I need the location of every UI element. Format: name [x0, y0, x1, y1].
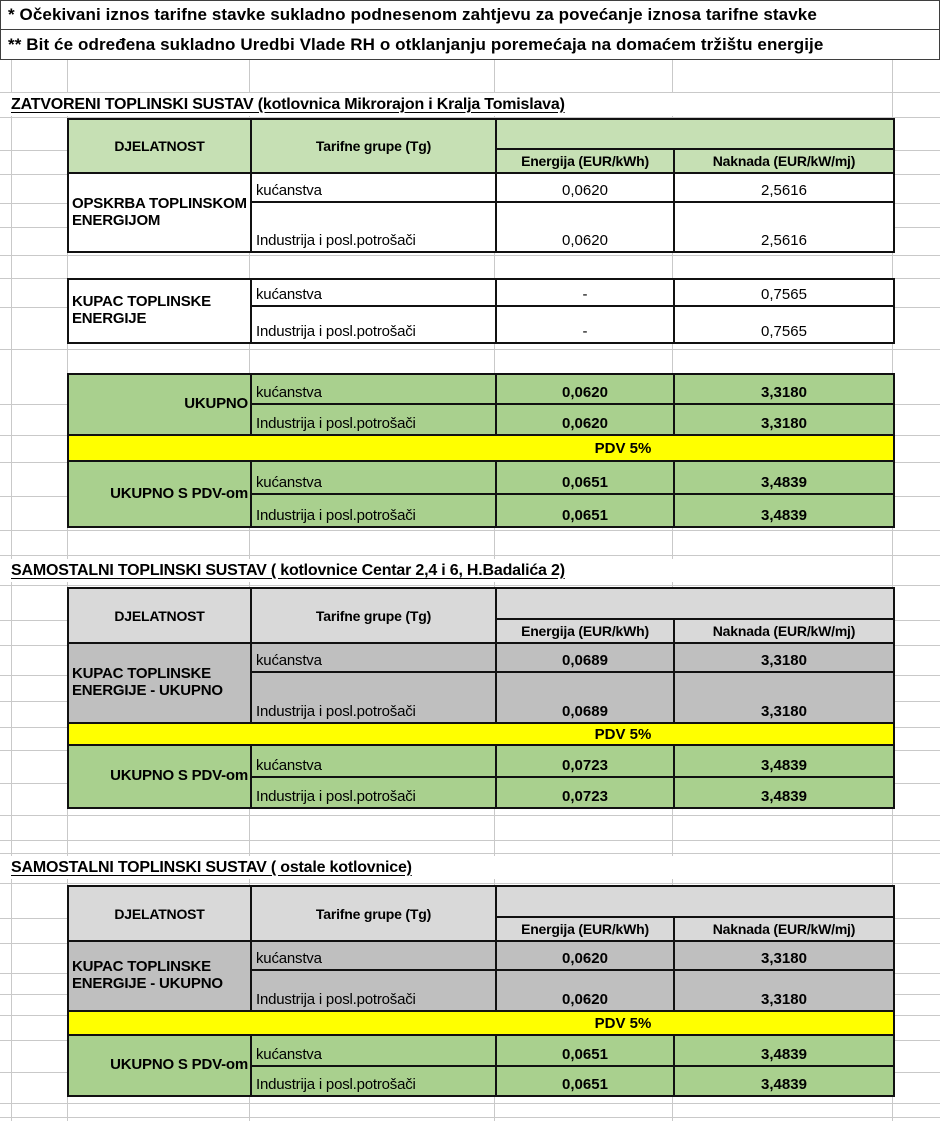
- value-cell-naknada: 3,4839: [674, 461, 894, 494]
- activity-cell-kupac-ukupno: KUPAC TOPLINSKE ENERGIJE - UKUPNO: [68, 941, 251, 1011]
- value-cell-energija: 0,0651: [496, 1066, 674, 1096]
- section-title-zatvoreni-text: ZATVORENI TOPLINSKI SUSTAV (kotlovnica Mikrorajon i Kralja Tomislava): [11, 95, 565, 113]
- value-cell-energija: 0,0689: [496, 643, 674, 672]
- gridline-horizontal: [0, 815, 940, 816]
- footnote-2: ** Bit će određena sukladno Uredbi Vlade RH o otklanjanju poremećaja na domaćem tržištu energije: [0, 29, 940, 60]
- group-cell: Industrija i posl.potrošači: [251, 202, 496, 252]
- gridline-horizontal: [0, 883, 940, 884]
- table-zatvoreni-header-block: [67, 118, 895, 253]
- value-cell-energija: 0,0620: [496, 404, 674, 435]
- value-cell-naknada: 3,3180: [674, 970, 894, 1011]
- section-title-samostalni-ostale-text: SAMOSTALNI TOPLINSKI SUSTAV ( ostale kotlovnice): [11, 858, 412, 876]
- gridline-horizontal: [0, 555, 940, 556]
- footnote-1: * Očekivani iznos tarifne stavke sukladno podnesenom zahtjevu za povećanje iznosa tarifne stavke: [0, 0, 940, 30]
- gridline-horizontal: [0, 585, 940, 586]
- group-cell: Industrija i posl.potrošači: [251, 777, 496, 808]
- group-cell: Industrija i posl.potrošači: [251, 494, 496, 527]
- group-cell: kućanstva: [251, 745, 496, 777]
- gridline-horizontal: [0, 349, 940, 350]
- pdv-row: PDV 5%: [68, 435, 894, 461]
- value-cell-naknada: 0,7565: [674, 306, 894, 343]
- gridline-horizontal: [0, 840, 940, 841]
- value-cell-naknada: 3,3180: [674, 672, 894, 723]
- gridline-horizontal: [0, 1117, 940, 1118]
- header-cell-djelatnost: DJELATNOST: [68, 588, 251, 643]
- value-cell-naknada: 3,3180: [674, 941, 894, 970]
- group-cell: Industrija i posl.potrošači: [251, 970, 496, 1011]
- value-cell-energija: 0,0651: [496, 1035, 674, 1066]
- group-cell: kućanstva: [251, 173, 496, 202]
- group-cell: kućanstva: [251, 1035, 496, 1066]
- gridline-horizontal: [0, 255, 940, 256]
- activity-cell-kupac: KUPAC TOPLINSKE ENERGIJE: [68, 279, 251, 343]
- header-cell-djelatnost: DJELATNOST: [68, 886, 251, 941]
- value-cell-energija: 0,0620: [496, 941, 674, 970]
- header-cell-units-merged: [496, 588, 894, 619]
- table-zatvoreni-totals-block: [67, 373, 895, 528]
- header-cell-tarifne-grupe: Tarifne grupe (Tg): [251, 119, 496, 173]
- value-cell-naknada: 0,7565: [674, 279, 894, 306]
- group-cell: Industrija i posl.potrošači: [251, 1066, 496, 1096]
- group-cell: Industrija i posl.potrošači: [251, 306, 496, 343]
- header-cell-naknada: Naknada (EUR/kW/mj): [674, 917, 894, 941]
- value-cell-naknada: 3,4839: [674, 745, 894, 777]
- pdv-row: PDV 5%: [68, 723, 894, 745]
- gridline-horizontal: [0, 853, 940, 854]
- value-cell-naknada: 3,3180: [674, 404, 894, 435]
- value-cell-energija: 0,0651: [496, 461, 674, 494]
- value-cell-energija: 0,0620: [496, 374, 674, 404]
- table-zatvoreni-kupac-block: [67, 278, 895, 344]
- header-cell-units-merged: [496, 119, 894, 149]
- value-cell-energija: 0,0620: [496, 202, 674, 252]
- header-cell-naknada: Naknada (EUR/kW/mj): [674, 149, 894, 173]
- section-title-samostalni-centar-text: SAMOSTALNI TOPLINSKI SUSTAV ( kotlovnice Centar 2,4 i 6, H.Badalića 2): [11, 561, 565, 579]
- value-cell-energija: -: [496, 306, 674, 343]
- value-cell-naknada: 3,4839: [674, 1035, 894, 1066]
- section-title-zatvoreni: [11, 93, 892, 116]
- header-cell-energija: Energija (EUR/kWh): [496, 917, 674, 941]
- group-cell: kućanstva: [251, 374, 496, 404]
- value-cell-naknada: 3,3180: [674, 643, 894, 672]
- table-samostalni-ostale: [67, 885, 895, 1097]
- header-cell-energija: Energija (EUR/kWh): [496, 149, 674, 173]
- activity-cell-opskrba: OPSKRBA TOPLINSKOM ENERGIJOM: [68, 173, 251, 252]
- value-cell-energija: 0,0620: [496, 173, 674, 202]
- value-cell-energija: 0,0651: [496, 494, 674, 527]
- group-cell: Industrija i posl.potrošači: [251, 672, 496, 723]
- group-cell: kućanstva: [251, 461, 496, 494]
- group-cell: kućanstva: [251, 643, 496, 672]
- value-cell-naknada: 3,4839: [674, 1066, 894, 1096]
- activity-cell-ukupno-pdv: UKUPNO S PDV-om: [68, 1035, 251, 1096]
- value-cell-naknada: 3,4839: [674, 777, 894, 808]
- header-cell-energija: Energija (EUR/kWh): [496, 619, 674, 643]
- gridline-horizontal: [0, 530, 940, 531]
- header-cell-tarifne-grupe: Tarifne grupe (Tg): [251, 588, 496, 643]
- value-cell-energija: 0,0689: [496, 672, 674, 723]
- value-cell-energija: 0,0620: [496, 970, 674, 1011]
- activity-cell-kupac-ukupno: KUPAC TOPLINSKE ENERGIJE - UKUPNO: [68, 643, 251, 723]
- value-cell-energija: -: [496, 279, 674, 306]
- header-cell-units-merged: [496, 886, 894, 917]
- section-title-samostalni-centar: [11, 559, 892, 582]
- value-cell-energija: 0,0723: [496, 745, 674, 777]
- section-title-samostalni-ostale: [11, 856, 892, 879]
- value-cell-naknada: 2,5616: [674, 173, 894, 202]
- activity-cell-ukupno: UKUPNO: [68, 374, 251, 435]
- header-cell-tarifne-grupe: Tarifne grupe (Tg): [251, 886, 496, 941]
- activity-cell-ukupno-pdv: UKUPNO S PDV-om: [68, 461, 251, 527]
- group-cell: kućanstva: [251, 941, 496, 970]
- value-cell-naknada: 3,3180: [674, 374, 894, 404]
- value-cell-naknada: 2,5616: [674, 202, 894, 252]
- header-cell-naknada: Naknada (EUR/kW/mj): [674, 619, 894, 643]
- group-cell: kućanstva: [251, 279, 496, 306]
- gridline-horizontal: [0, 1103, 940, 1104]
- activity-cell-ukupno-pdv: UKUPNO S PDV-om: [68, 745, 251, 808]
- table-samostalni-centar: [67, 587, 895, 809]
- pdv-row: PDV 5%: [68, 1011, 894, 1035]
- value-cell-naknada: 3,4839: [674, 494, 894, 527]
- group-cell: Industrija i posl.potrošači: [251, 404, 496, 435]
- value-cell-energija: 0,0723: [496, 777, 674, 808]
- header-cell-djelatnost: DJELATNOST: [68, 119, 251, 173]
